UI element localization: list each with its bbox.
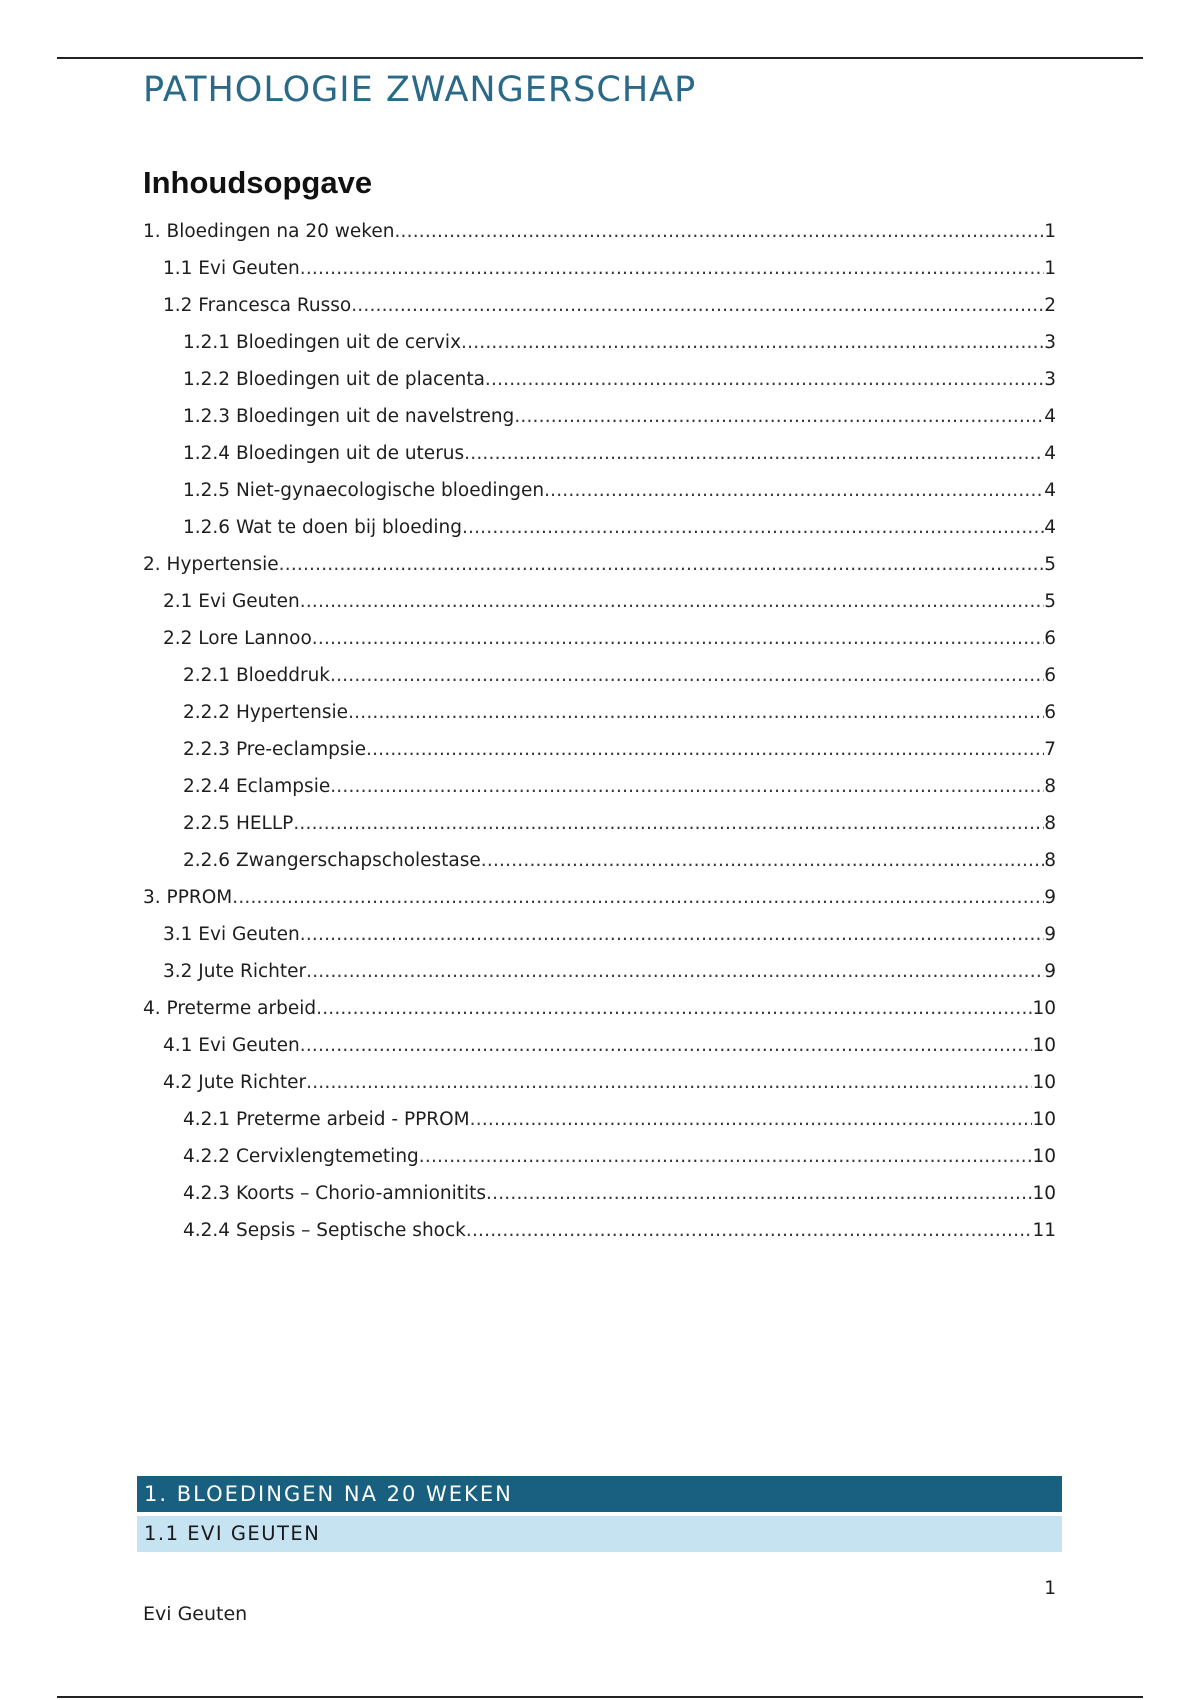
toc-entry[interactable]: [143, 587, 1056, 624]
toc-entry-page: 6: [1044, 702, 1056, 723]
toc-dot-leader: [300, 920, 1044, 950]
toc-dot-leader: [366, 735, 1044, 765]
toc-entry-page: 8: [1044, 776, 1056, 797]
toc-entry-title: 2.2.4 Eclampsie: [183, 776, 331, 797]
toc-dot-leader: [514, 402, 1044, 432]
toc-entry[interactable]: [143, 1068, 1056, 1105]
toc-entry[interactable]: [143, 254, 1056, 291]
toc-entry-title: 2.2 Lore Lannoo: [163, 628, 312, 649]
toc-dot-leader: [419, 1142, 1033, 1172]
toc-entry-page: 4: [1044, 406, 1056, 427]
toc-entry-title: 2.2.5 HELLP: [183, 813, 294, 834]
toc-entry-title: 1.2.3 Bloedingen uit de navelstreng: [183, 406, 515, 427]
toc-entry-title: 1.2.5 Niet-gynaecologische bloedingen: [183, 480, 545, 501]
toc-entry-title: 1.2.2 Bloedingen uit de placenta: [183, 369, 485, 390]
toc-entry-page: 4: [1044, 480, 1056, 501]
toc-entry-page: 7: [1044, 739, 1056, 760]
toc-entry-title: 4.2.4 Sepsis – Septische shock: [183, 1220, 466, 1241]
toc-dot-leader: [464, 439, 1044, 469]
toc-dot-leader: [293, 809, 1044, 839]
toc-entry-page: 1: [1044, 258, 1056, 279]
toc-entry-title: 2.2.1 Bloeddruk: [183, 665, 331, 686]
toc-dot-leader: [316, 994, 1032, 1024]
toc-entry-title: 1.2.1 Bloedingen uit de cervix: [183, 332, 462, 353]
header-rule: [57, 57, 1143, 59]
toc-entry[interactable]: [143, 365, 1056, 402]
toc-entry[interactable]: [143, 920, 1056, 957]
toc-dot-leader: [312, 624, 1044, 654]
toc-entry-title: 4.1 Evi Geuten: [163, 1035, 300, 1056]
toc-entry[interactable]: [143, 291, 1056, 328]
toc-entry-page: 11: [1032, 1220, 1056, 1241]
toc-entry-page: 4: [1044, 443, 1056, 464]
toc-entry-title: 3. PPROM: [143, 887, 233, 908]
toc-heading: Inhoudsopgave: [143, 165, 373, 200]
toc-entry[interactable]: [143, 661, 1056, 698]
toc-entry[interactable]: [143, 1031, 1056, 1068]
toc-dot-leader: [279, 550, 1045, 580]
toc-entry[interactable]: [143, 513, 1056, 550]
toc-dot-leader: [470, 1105, 1033, 1135]
table-of-contents: [143, 217, 1056, 1253]
toc-dot-leader: [330, 772, 1044, 802]
toc-entry[interactable]: [143, 1142, 1056, 1179]
toc-entry[interactable]: [143, 476, 1056, 513]
toc-dot-leader: [232, 883, 1044, 913]
toc-entry-page: 3: [1044, 332, 1056, 353]
footer-author: Evi Geuten: [143, 1603, 248, 1625]
toc-entry-title: 2.1 Evi Geuten: [163, 591, 300, 612]
toc-entry-title: 4.2.1 Preterme arbeid - PPROM: [183, 1109, 470, 1130]
toc-entry-page: 10: [1032, 1035, 1056, 1056]
toc-entry[interactable]: [143, 735, 1056, 772]
toc-entry-title: 2.2.3 Pre-eclampsie: [183, 739, 366, 760]
toc-dot-leader: [300, 587, 1044, 617]
toc-dot-leader: [306, 957, 1044, 987]
toc-entry-page: 9: [1044, 887, 1056, 908]
toc-entry-page: 9: [1044, 924, 1056, 945]
toc-entry-page: 8: [1044, 850, 1056, 871]
toc-dot-leader: [330, 661, 1044, 691]
toc-entry[interactable]: [143, 402, 1056, 439]
page-number: 1: [1044, 1578, 1056, 1599]
toc-dot-leader: [481, 846, 1044, 876]
toc-entry-title: 1. Bloedingen na 20 weken: [143, 221, 395, 242]
toc-entry-page: 10: [1032, 1109, 1056, 1130]
toc-entry[interactable]: [143, 883, 1056, 920]
toc-entry-title: 1.2 Francesca Russo: [163, 295, 352, 316]
toc-entry[interactable]: [143, 846, 1056, 883]
toc-entry-title: 2.2.2 Hypertensie: [183, 702, 349, 723]
toc-entry-title: 3.1 Evi Geuten: [163, 924, 300, 945]
toc-dot-leader: [466, 1216, 1033, 1246]
toc-entry-page: 2: [1044, 295, 1056, 316]
toc-entry-title: 1.2.4 Bloedingen uit de uterus: [183, 443, 465, 464]
toc-entry[interactable]: [143, 624, 1056, 661]
toc-entry-page: 9: [1044, 961, 1056, 982]
toc-entry[interactable]: [143, 772, 1056, 809]
toc-entry[interactable]: [143, 328, 1056, 365]
toc-entry[interactable]: [143, 1216, 1056, 1253]
toc-entry-title: 4. Preterme arbeid: [143, 998, 317, 1019]
toc-entry-page: 5: [1044, 591, 1056, 612]
toc-entry-title: 4.2 Jute Richter: [163, 1072, 307, 1093]
document-title: PATHOLOGIE ZWANGERSCHAP: [143, 70, 697, 110]
toc-entry-page: 10: [1032, 1183, 1056, 1204]
toc-dot-leader: [461, 328, 1044, 358]
toc-entry[interactable]: [143, 439, 1056, 476]
toc-entry-page: 8: [1044, 813, 1056, 834]
toc-entry-page: 10: [1032, 1072, 1056, 1093]
toc-entry-title: 3.2 Jute Richter: [163, 961, 307, 982]
toc-entry[interactable]: [143, 698, 1056, 735]
toc-entry-page: 6: [1044, 665, 1056, 686]
toc-entry[interactable]: [143, 994, 1056, 1031]
toc-entry-page: 10: [1032, 1146, 1056, 1167]
toc-entry-page: 6: [1044, 628, 1056, 649]
toc-entry-page: 3: [1044, 369, 1056, 390]
toc-entry[interactable]: [143, 550, 1056, 587]
toc-dot-leader: [394, 217, 1044, 247]
toc-entry-page: 1: [1044, 221, 1056, 242]
toc-dot-leader: [348, 698, 1044, 728]
toc-entry-title: 2. Hypertensie: [143, 554, 279, 575]
toc-entry-page: 5: [1044, 554, 1056, 575]
toc-dot-leader: [351, 291, 1044, 321]
toc-entry-title: 2.2.6 Zwangerschapscholestase: [183, 850, 481, 871]
toc-entry-title: 4.2.2 Cervixlengtemeting: [183, 1146, 419, 1167]
section-heading-1: 1. BLOEDINGEN NA 20 WEKEN: [137, 1476, 1062, 1512]
toc-entry[interactable]: [143, 1105, 1056, 1142]
toc-entry[interactable]: [143, 957, 1056, 994]
toc-entry-title: 4.2.3 Koorts – Chorio-amnionitits: [183, 1183, 487, 1204]
toc-dot-leader: [306, 1068, 1032, 1098]
toc-entry-title: 1.2.6 Wat te doen bij bloeding: [183, 517, 462, 538]
toc-entry-page: 10: [1032, 998, 1056, 1019]
toc-entry[interactable]: [143, 1179, 1056, 1216]
toc-dot-leader: [300, 254, 1044, 284]
section-heading-1-1: 1.1 EVI GEUTEN: [137, 1516, 1062, 1552]
toc-entry-title: 1.1 Evi Geuten: [163, 258, 300, 279]
toc-dot-leader: [300, 1031, 1033, 1061]
toc-dot-leader: [485, 365, 1044, 395]
footer-rule: [57, 1696, 1143, 1698]
toc-dot-leader: [544, 476, 1044, 506]
toc-entry[interactable]: [143, 809, 1056, 846]
toc-entry-page: 4: [1044, 517, 1056, 538]
toc-dot-leader: [462, 513, 1044, 543]
toc-dot-leader: [486, 1179, 1032, 1209]
toc-entry[interactable]: [143, 217, 1056, 254]
